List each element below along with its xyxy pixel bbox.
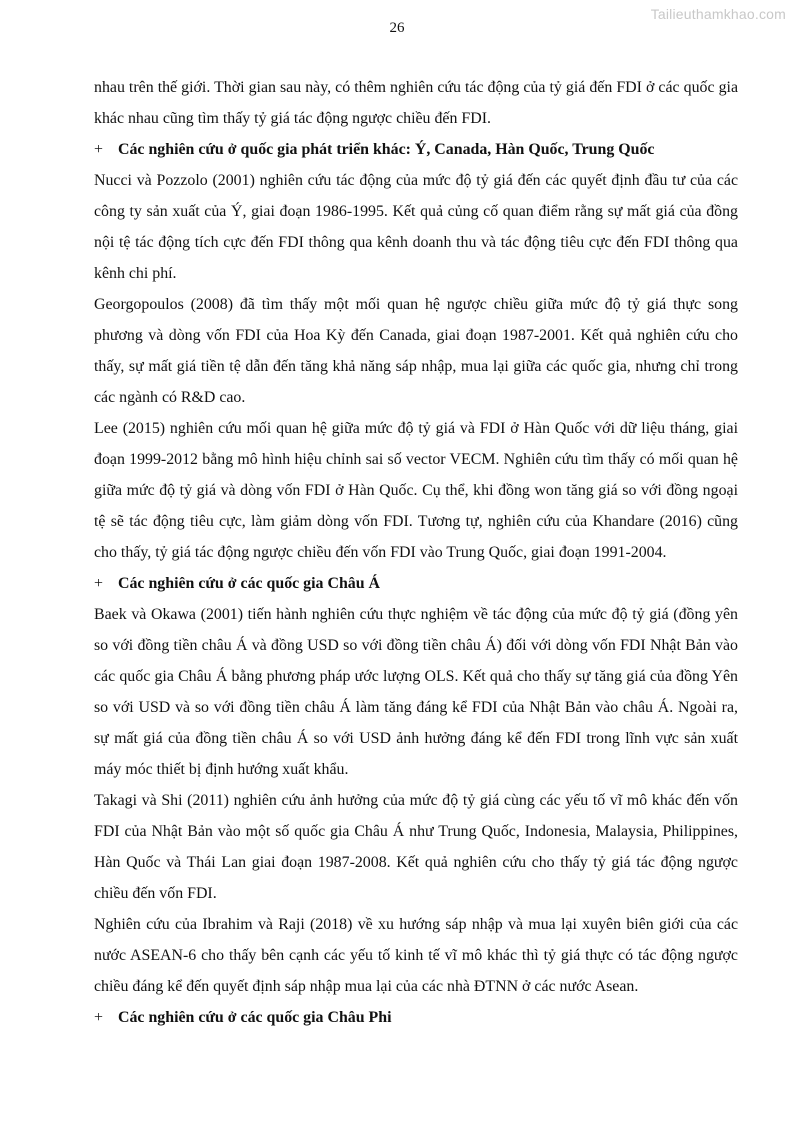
watermark: Tailieuthamkhao.com <box>650 6 786 22</box>
paragraph: Nghiên cứu của Ibrahim và Raji (2018) về xu hướng sáp nhập và mua lại xuyên biên giới của các nước ASEAN-6 cho thấy bên cạnh các yếu tố kinh tế vĩ mô khác thì tỷ giá thực có tác động ngược chiều đáng kể đến quyết định sáp nhập mua lại của các nhà ĐTNN ở các nước Asean. <box>94 916 738 995</box>
paragraph: nhau trên thế giới. Thời gian sau này, có thêm nghiên cứu tác động của tỷ giá đến FDI ở các quốc gia khác nhau cũng tìm thấy tỷ giá tác động ngược chiều đến FDI. <box>94 79 738 127</box>
paragraph: Georgopoulos (2008) đã tìm thấy một mối quan hệ ngược chiều giữa mức độ tỷ giá thực song phương và dòng vốn FDI của Hoa Kỳ đến Canada, giai đoạn 1987-2001. Kết quả nghiên cứu cho thấy, sự mất giá tiền tệ dẫn đến tăng khả năng sáp nhập, mua lại giữa các quốc gia, nhưng chỉ trong các ngành có R&D cao. <box>94 296 738 406</box>
section-heading <box>94 1002 738 1033</box>
document-body <box>94 72 738 1033</box>
paragraph: Takagi và Shi (2011) nghiên cứu ảnh hưởng của mức độ tỷ giá cùng các yếu tố vĩ mô khác đến vốn FDI của Nhật Bản vào một số quốc gia Châu Á như Trung Quốc, Indonesia, Malaysia, Philippines, Hàn Quốc và Thái Lan giai đoạn 1987-2008. Kết quả nghiên cứu cho thấy tỷ giá tác động ngược chiều đến vốn FDI. <box>94 792 738 902</box>
paragraph: Baek và Okawa (2001) tiến hành nghiên cứu thực nghiệm về tác động của mức độ tỷ giá (đồng yên so với đồng tiền châu Á và đồng USD so với đồng tiền châu Á) đối với dòng vốn FDI Nhật Bản vào các quốc gia Châu Á bằng phương pháp ước lượng OLS. Kết quả cho thấy sự tăng giá của đồng Yên so với USD và so với đồng tiền châu Á làm tăng đáng kể FDI của Nhật Bản vào châu Á. Ngoài ra, sự mất giá của đồng tiền châu Á so với USD ảnh hưởng đáng kể đến FDI trong lĩnh vực sản xuất máy móc thiết bị định hướng xuất khẩu. <box>94 606 738 778</box>
section-heading-text: Các nghiên cứu ở các quốc gia Châu Phi <box>118 1009 392 1026</box>
bullet-plus-icon: + <box>94 575 103 592</box>
bullet-plus-icon: + <box>94 141 103 158</box>
section-heading <box>94 134 738 165</box>
section-heading-text: Các nghiên cứu ở các quốc gia Châu Á <box>118 575 381 592</box>
section-heading-text: Các nghiên cứu ở quốc gia phát triển khác: Ý, Canada, Hàn Quốc, Trung Quốc <box>118 141 655 158</box>
paragraph: Nucci và Pozzolo (2001) nghiên cứu tác động của mức độ tỷ giá đến các quyết định đầu tư của các công ty sản xuất của Ý, giai đoạn 1986-1995. Kết quả củng cố quan điểm rằng sự mất giá của đồng nội tệ tác động tích cực đến FDI thông qua kênh doanh thu và tác động tiêu cực đến FDI thông qua kênh chi phí. <box>94 172 738 282</box>
bullet-plus-icon: + <box>94 1009 103 1026</box>
paragraph: Lee (2015) nghiên cứu mối quan hệ giữa mức độ tỷ giá và FDI ở Hàn Quốc với dữ liệu tháng, giai đoạn 1999-2012 bằng mô hình hiệu chỉnh sai số vector VECM. Nghiên cứu tìm thấy có mối quan hệ giữa mức độ tỷ giá và dòng vốn FDI ở Hàn Quốc. Cụ thể, khi đồng won tăng giá so với đồng ngoại tệ sẽ tác động tiêu cực, làm giảm dòng vốn FDI. Tương tự, nghiên cứu của Khandare (2016) cũng cho thấy, tỷ giá tác động ngược chiều đến vốn FDI vào Trung Quốc, giai đoạn 1991-2004. <box>94 420 738 561</box>
section-heading <box>94 568 738 599</box>
page-number: 26 <box>389 20 405 36</box>
